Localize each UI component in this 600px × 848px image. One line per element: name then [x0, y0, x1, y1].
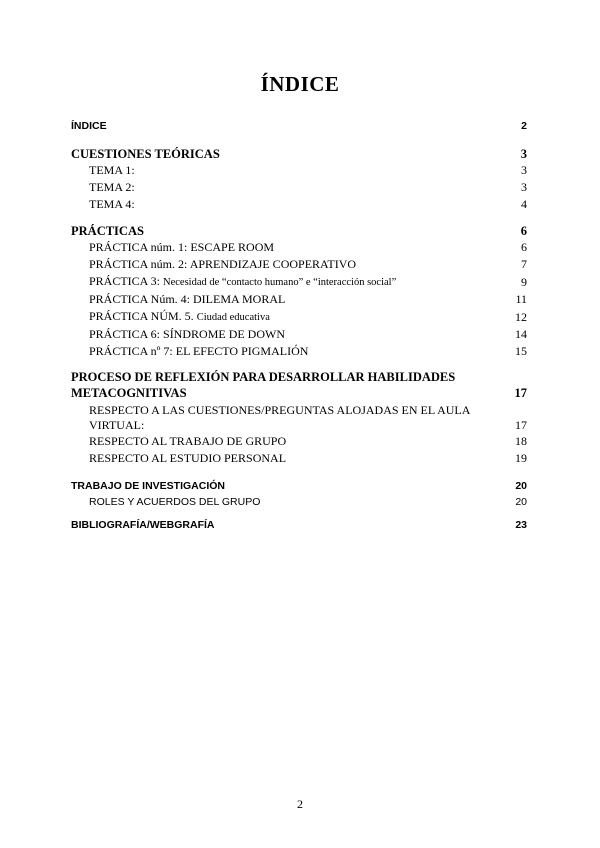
- toc-entry-practica-3[interactable]: [71, 273, 527, 291]
- toc-label-line2: VIRTUAL:: [89, 418, 145, 432]
- toc-label: PRÁCTICAS: [71, 224, 144, 238]
- toc-label-prefix: PRÁCTICA NÚM. 5.: [89, 309, 197, 323]
- toc-page: 19: [515, 451, 527, 465]
- toc-entry-practicas[interactable]: [71, 223, 527, 239]
- toc-label: PRÁCTICA núm. 2: APRENDIZAJE COOPERATIVO: [89, 257, 357, 271]
- toc-entry-cuestiones-teoricas[interactable]: [71, 146, 527, 162]
- toc-page: 20: [515, 496, 527, 508]
- toc-label: RESPECTO AL ESTUDIO PERSONAL: [89, 451, 287, 465]
- toc-entry-indice[interactable]: [71, 118, 527, 134]
- toc-label: ROLES Y ACUERDOS DEL GRUPO: [89, 496, 261, 508]
- toc-page: 15: [515, 344, 527, 358]
- toc-label: ÍNDICE: [71, 120, 107, 132]
- toc-label: [89, 308, 270, 326]
- toc-label: PRÁCTICA Núm. 4: DILEMA MORAL: [89, 292, 286, 306]
- toc-entry-tema-2[interactable]: [71, 179, 527, 196]
- toc-page: 6: [520, 224, 527, 238]
- toc-entry-practica-1[interactable]: [71, 239, 527, 256]
- page-title: ÍNDICE: [260, 72, 340, 96]
- toc-page: 17: [514, 386, 527, 400]
- toc-page: 7: [521, 257, 527, 271]
- toc-page: 14: [515, 327, 527, 341]
- toc-label-line1: RESPECTO A LAS CUESTIONES/PREGUNTAS ALOJADAS EN EL AULA: [89, 403, 471, 417]
- toc-label-suffix: Ciudad educativa: [196, 312, 270, 323]
- toc-label-line1: PROCESO DE REFLEXIÓN PARA DESARROLLAR HABILIDADES: [71, 370, 456, 384]
- toc-entry-tema-4[interactable]: [71, 196, 527, 213]
- toc-page: 3: [521, 163, 527, 177]
- toc-page: 9: [521, 275, 527, 289]
- toc-label-suffix: Necesidad de “contacto humano” e “interacción social”: [163, 277, 397, 288]
- toc-entry-respecto-estudio-personal[interactable]: [71, 450, 527, 467]
- toc-entry-practica-4[interactable]: [71, 291, 527, 308]
- toc-entry-bibliografia[interactable]: [71, 517, 527, 533]
- toc-page: 3: [521, 180, 527, 194]
- toc-entry-respecto-cuestiones[interactable]: [71, 403, 527, 433]
- toc-entry-proceso-reflexion[interactable]: [71, 369, 527, 401]
- toc-label: BIBLIOGRAFÍA/WEBGRAFÍA: [71, 519, 215, 531]
- toc-entry-practica-6[interactable]: [71, 326, 527, 343]
- toc-page: 11: [515, 292, 527, 306]
- toc-label: [89, 273, 396, 291]
- toc-page: 18: [515, 434, 527, 448]
- toc-label: RESPECTO AL TRABAJO DE GRUPO: [89, 434, 287, 448]
- toc-label: PRÁCTICA núm. 1: ESCAPE ROOM: [89, 240, 275, 254]
- toc-label: TEMA 2:: [89, 180, 135, 194]
- toc-entry-practica-7[interactable]: [71, 343, 527, 360]
- toc-label: TEMA 4:: [89, 197, 135, 211]
- toc-page: 4: [521, 197, 527, 211]
- toc-entry-respecto-trabajo-grupo[interactable]: [71, 433, 527, 450]
- toc-label-prefix: PRÁCTICA 3:: [89, 274, 164, 288]
- toc-label: PRÁCTICA nº 7: EL EFECTO PIGMALIÓN: [89, 344, 309, 358]
- toc-page: 23: [515, 519, 527, 531]
- toc-entry-practica-2[interactable]: [71, 256, 527, 273]
- toc-page: 12: [515, 310, 527, 324]
- toc-page: 17: [515, 418, 527, 432]
- toc-label: CUESTIONES TEÓRICAS: [71, 147, 220, 161]
- toc-page: 2: [521, 120, 527, 132]
- toc-entry-roles-acuerdos[interactable]: [71, 494, 527, 510]
- toc-entry-trabajo-investigacion[interactable]: [71, 478, 527, 494]
- toc-page: 20: [515, 480, 527, 492]
- toc-label: [71, 369, 455, 401]
- toc-label-line2: METACOGNITIVAS: [71, 386, 187, 400]
- toc-label: TRABAJO DE INVESTIGACIÓN: [71, 480, 226, 492]
- toc-entry-tema-1[interactable]: [71, 162, 527, 179]
- toc-label: PRÁCTICA 6: SÍNDROME DE DOWN: [89, 327, 286, 341]
- toc-page: 6: [521, 240, 527, 254]
- toc-label: [89, 403, 470, 433]
- page-number: 2: [297, 797, 303, 811]
- toc-label: TEMA 1:: [89, 163, 135, 177]
- table-of-contents: [71, 118, 527, 533]
- toc-entry-practica-5[interactable]: [71, 308, 527, 326]
- toc-page: 3: [520, 147, 527, 161]
